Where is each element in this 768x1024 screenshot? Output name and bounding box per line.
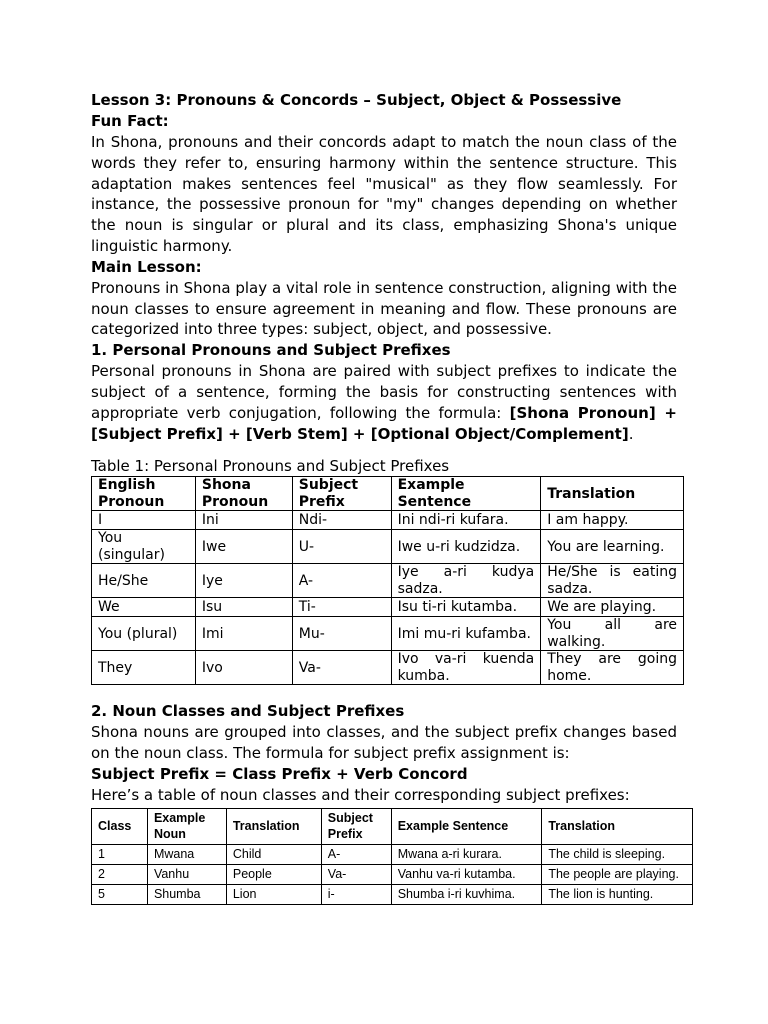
section1-formula: [Shona Pronoun] + [Subject Prefix] + [Verb Stem] + [Optional Object/Complement] (91, 403, 677, 443)
table2-header-cell: Example Sentence (391, 808, 542, 844)
document-page (91, 90, 677, 905)
table-row (92, 884, 693, 904)
table2-header-cell: Translation (226, 808, 321, 844)
lesson-title: Lesson 3: Pronouns & Concords – Subject, Object & Possessive (91, 91, 622, 109)
section2-paragraph: Shona nouns are grouped into classes, and the subject prefix changes based on the noun class. The formula for subject prefix assignment is: (91, 723, 677, 763)
table-row (92, 564, 684, 598)
table-cell: I (92, 511, 196, 530)
table-row (92, 530, 684, 564)
table-cell: Shumba i-ri kuvhima. (391, 884, 542, 904)
table-cell: We are playing. (541, 598, 684, 617)
personal-pronouns-table (91, 476, 684, 685)
section2-heading: 2. Noun Classes and Subject Prefixes (91, 702, 405, 721)
fun-fact-heading: Fun Fact: (91, 112, 169, 130)
table1-header-cell: Translation (541, 477, 684, 511)
table-cell: The child is sleeping. (542, 844, 693, 864)
table-cell: Ini ndi-ri kufara. (391, 511, 541, 530)
table-cell: Ivo va-ri kuenda kumba. (391, 651, 541, 685)
table-cell: U- (292, 530, 391, 564)
table2-header-cell: Class (92, 808, 148, 844)
table-cell: He/She (92, 564, 196, 598)
spacer (91, 685, 677, 701)
table-cell: Iye a-ri kudya sadza. (391, 564, 541, 598)
table-cell: The lion is hunting. (542, 884, 693, 904)
table-cell: Va- (321, 864, 391, 884)
table1-header-cell: English Pronoun (92, 477, 196, 511)
table-cell: I am happy. (541, 511, 684, 530)
main-lesson-heading: Main Lesson: (91, 257, 202, 276)
noun-classes-table (91, 808, 693, 905)
table-row (92, 617, 684, 651)
table-cell: Va- (292, 651, 391, 685)
table1-header-cell: Shona Pronoun (195, 477, 292, 511)
table-row (92, 598, 684, 617)
table-cell: Vanhu va-ri kutamba. (391, 864, 542, 884)
table-cell: Child (226, 844, 321, 864)
table-cell: i- (321, 884, 391, 904)
table1-header-cell: Subject Prefix (292, 477, 391, 511)
table-cell: The people are playing. (542, 864, 693, 884)
table-row (92, 511, 684, 530)
table-cell: Isu (195, 598, 292, 617)
table-row (92, 864, 693, 884)
table-cell: Isu ti-ri kutamba. (391, 598, 541, 617)
main-lesson-paragraph: Pronouns in Shona play a vital role in sentence construction, aligning with the noun classes to ensure agreement in meaning and flow. These pronouns are categorized into three types: subject, object, and possessive. (91, 278, 677, 339)
section2-formula: Subject Prefix = Class Prefix + Verb Concord (91, 764, 468, 783)
table-cell: 1 (92, 844, 148, 864)
table-cell: Ivo (195, 651, 292, 685)
section2-intro: Here’s a table of noun classes and their corresponding subject prefixes: (91, 785, 630, 804)
table-cell: They (92, 651, 196, 685)
table-cell: They are going home. (541, 651, 684, 685)
table-row (92, 844, 693, 864)
table-cell: Ndi- (292, 511, 391, 530)
table-cell: Iwe u-ri kudzidza. (391, 530, 541, 564)
section1-formula-end: . (628, 424, 634, 443)
table-cell: Ini (195, 511, 292, 530)
table-cell: Iwe (195, 530, 292, 564)
table-cell: Lion (226, 884, 321, 904)
section1-text: Personal pronouns in Shona are paired with subject prefixes to indicate the subject of a sentence, forming the basis for constructing sentences with appropriate verb conjugation, following the formula: (91, 362, 677, 422)
table-cell: Imi mu-ri kufamba. (391, 617, 541, 651)
table-cell: Ti- (292, 598, 391, 617)
table-cell: People (226, 864, 321, 884)
table2-header-cell: Example Noun (147, 808, 226, 844)
table-cell: You all are walking. (541, 617, 684, 651)
table-cell: Shumba (147, 884, 226, 904)
table-cell: Imi (195, 617, 292, 651)
table-cell: A- (292, 564, 391, 598)
table1-caption: Table 1: Personal Pronouns and Subject Prefixes (91, 457, 450, 476)
table1-header-row (92, 477, 684, 511)
table-cell: You (singular) (92, 530, 196, 564)
table-cell: We (92, 598, 196, 617)
section1-heading: 1. Personal Pronouns and Subject Prefixes (91, 341, 451, 360)
table-cell: He/She is eating sadza. (541, 564, 684, 598)
table-cell: You (plural) (92, 617, 196, 651)
table-cell: You are learning. (541, 530, 684, 564)
table-cell: 2 (92, 864, 148, 884)
table-cell: A- (321, 844, 391, 864)
table1-header-cell: Example Sentence (391, 477, 541, 511)
table-cell: Iye (195, 564, 292, 598)
table-cell: 5 (92, 884, 148, 904)
section1-paragraph (91, 361, 677, 444)
table2-header-cell: Subject Prefix (321, 808, 391, 844)
table-cell: Mwana (147, 844, 226, 864)
table2-header-cell: Translation (542, 808, 693, 844)
table-row (92, 651, 684, 685)
table-cell: Vanhu (147, 864, 226, 884)
table-cell: Mu- (292, 617, 391, 651)
table2-header-row (92, 808, 693, 844)
table-cell: Mwana a-ri kurara. (391, 844, 542, 864)
fun-fact-paragraph: In Shona, pronouns and their concords adapt to match the noun class of the words they refer to, ensuring harmony within the sentence structure. This adaptation makes sentences feel "musical" as they flow seamlessly. For instance, the possessive pronoun for "my" changes depending on whether the noun is singular or plural and its class, emphasizing Shona's unique linguistic harmony. (91, 133, 677, 255)
